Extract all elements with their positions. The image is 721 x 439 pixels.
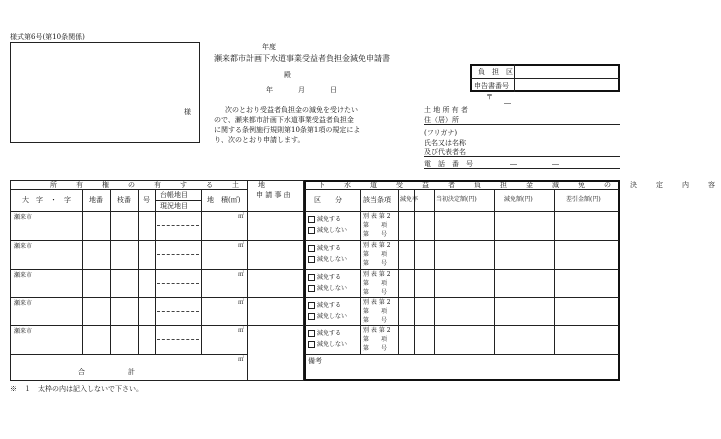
checkbox-icon[interactable] [308, 245, 315, 252]
col-initial: 当初決定額(円) [436, 196, 477, 203]
addressee-suffix: 様 [184, 108, 191, 116]
clause-line-3: 第 号 [363, 345, 388, 352]
checkbox-icon[interactable] [308, 302, 315, 309]
body-line-3: に関する条例施行規則第10条第1項の規定によ [214, 126, 361, 134]
land-row-unit: ㎡ [238, 327, 245, 334]
form-number: 様式第6号(第10条関係) [10, 33, 85, 41]
clause-line-3: 第 号 [363, 260, 388, 267]
land-row[interactable] [10, 211, 247, 240]
checkbox-icon[interactable] [308, 256, 315, 263]
page-title: 瀬来都市計画下水道事業受益者負担金減免申請書 [214, 54, 390, 63]
phone-dash-2: ― [552, 160, 559, 168]
phone-dash-1: ― [510, 160, 517, 168]
date-year: 年 [266, 86, 273, 94]
option-reduce[interactable]: 減免する [308, 302, 341, 309]
checkbox-icon[interactable] [308, 285, 315, 292]
addressee-box[interactable] [10, 42, 200, 143]
owner-label-1: 土 地 所 有 者 [424, 106, 468, 114]
col-balance: 差引金額(円) [566, 196, 601, 203]
land-row-city: 瀬来市 [14, 300, 33, 307]
clause-line-2: 第 項 [363, 280, 388, 287]
land-row-city: 瀬来市 [14, 328, 33, 335]
land-group-header: 所 有 権 の 有 す る 土 地 [50, 181, 271, 189]
col-current: 現況地目 [160, 202, 188, 210]
clause-line-3: 第 号 [363, 317, 388, 324]
clause-line-3: 第 号 [363, 231, 388, 238]
body-line-1: 次のとおり受益者負担金の減免を受けたい [225, 106, 358, 114]
filing-no-label: 申告書番号 [474, 82, 509, 90]
name-label-1: 氏名又は名称 [424, 139, 466, 147]
col-clause: 該当条項 [363, 196, 391, 204]
col-chiban: 地番 [89, 196, 103, 204]
option-no-reduce[interactable]: 減免しない [308, 285, 347, 292]
footnote: ※ １ 太枠の内は記入しないで下さい。 [10, 385, 143, 393]
decision-group-header: 下 水 道 受 益 者 負 担 金 減 免 の 決 定 内 容 [318, 181, 721, 189]
clause-line-2: 第 項 [363, 222, 388, 229]
owner-label-2: 住（居）所 [424, 116, 459, 124]
col-division: 区 分 [314, 196, 342, 204]
col-ledger: 台帳地目 [160, 191, 188, 199]
checkbox-icon[interactable] [308, 274, 315, 281]
land-row-unit: ㎡ [238, 242, 245, 249]
col-edaban: 枝番 [117, 196, 131, 204]
land-row[interactable] [10, 269, 247, 298]
date-day: 日 [330, 86, 337, 94]
body-line-2: ので、瀬来都市計画下水道事業受益者負担金 [214, 116, 354, 124]
clause-line-3: 第 号 [363, 289, 388, 296]
checkbox-icon[interactable] [308, 341, 315, 348]
option-reduce[interactable]: 減免する [308, 216, 341, 223]
option-no-reduce[interactable]: 減免しない [308, 227, 347, 234]
name-label-2: 及び代表者名 [424, 148, 466, 156]
body-line-4: り、次のとおり申請します。 [214, 136, 305, 144]
land-row-unit: ㎡ [238, 271, 245, 278]
clause-line-1: 別 表 第 2 [363, 213, 391, 220]
land-row-unit: ㎡ [238, 299, 245, 306]
col-go: 号 [143, 196, 150, 204]
option-no-reduce[interactable]: 減免しない [308, 313, 347, 320]
furigana-label: (フリガナ) [424, 129, 458, 137]
col-reduction: 減免額(円) [504, 196, 533, 203]
option-reduce[interactable]: 減免する [308, 274, 341, 281]
land-row-unit: ㎡ [238, 213, 245, 220]
checkbox-icon[interactable] [308, 216, 315, 223]
checkbox-icon[interactable] [308, 227, 315, 234]
option-no-reduce[interactable]: 減免しない [308, 341, 347, 348]
clause-line-2: 第 項 [363, 251, 388, 258]
postal-dash: ― [504, 99, 511, 107]
option-reduce[interactable]: 減免する [308, 330, 341, 337]
checkbox-icon[interactable] [308, 330, 315, 337]
clause-line-1: 別 表 第 2 [363, 327, 391, 334]
date-month: 月 [298, 86, 305, 94]
clause-line-1: 別 表 第 2 [363, 271, 391, 278]
phone-label: 電 話 番 号 [424, 160, 473, 168]
total-unit: ㎡ [238, 356, 245, 363]
clause-line-1: 別 表 第 2 [363, 242, 391, 249]
era-year: 年度 [262, 43, 276, 51]
option-no-reduce[interactable]: 減免しない [308, 256, 347, 263]
total-label: 合 計 [78, 368, 138, 376]
checkbox-icon[interactable] [308, 313, 315, 320]
land-row-city: 瀬来市 [14, 214, 33, 221]
clause-line-1: 別 表 第 2 [363, 299, 391, 306]
remarks-label: 備考 [308, 357, 322, 365]
clause-line-2: 第 項 [363, 336, 388, 343]
col-rate: 減免率 [400, 196, 419, 203]
col-address: 大 字 ・ 字 [22, 196, 71, 204]
land-row[interactable] [10, 325, 247, 354]
land-row[interactable] [10, 297, 247, 326]
col-reason: 申 請 事 由 [256, 191, 291, 199]
col-area: 地 積(㎡) [207, 196, 241, 204]
clause-line-2: 第 項 [363, 308, 388, 315]
postal-mark: 〒 [486, 93, 493, 101]
district-label: 負 担 区 [478, 68, 513, 76]
land-row-city: 瀬来市 [14, 243, 33, 250]
date-prefix: 殿 [284, 71, 291, 79]
land-row-city: 瀬来市 [14, 272, 33, 279]
option-reduce[interactable]: 減免する [308, 245, 341, 252]
land-row[interactable] [10, 240, 247, 269]
